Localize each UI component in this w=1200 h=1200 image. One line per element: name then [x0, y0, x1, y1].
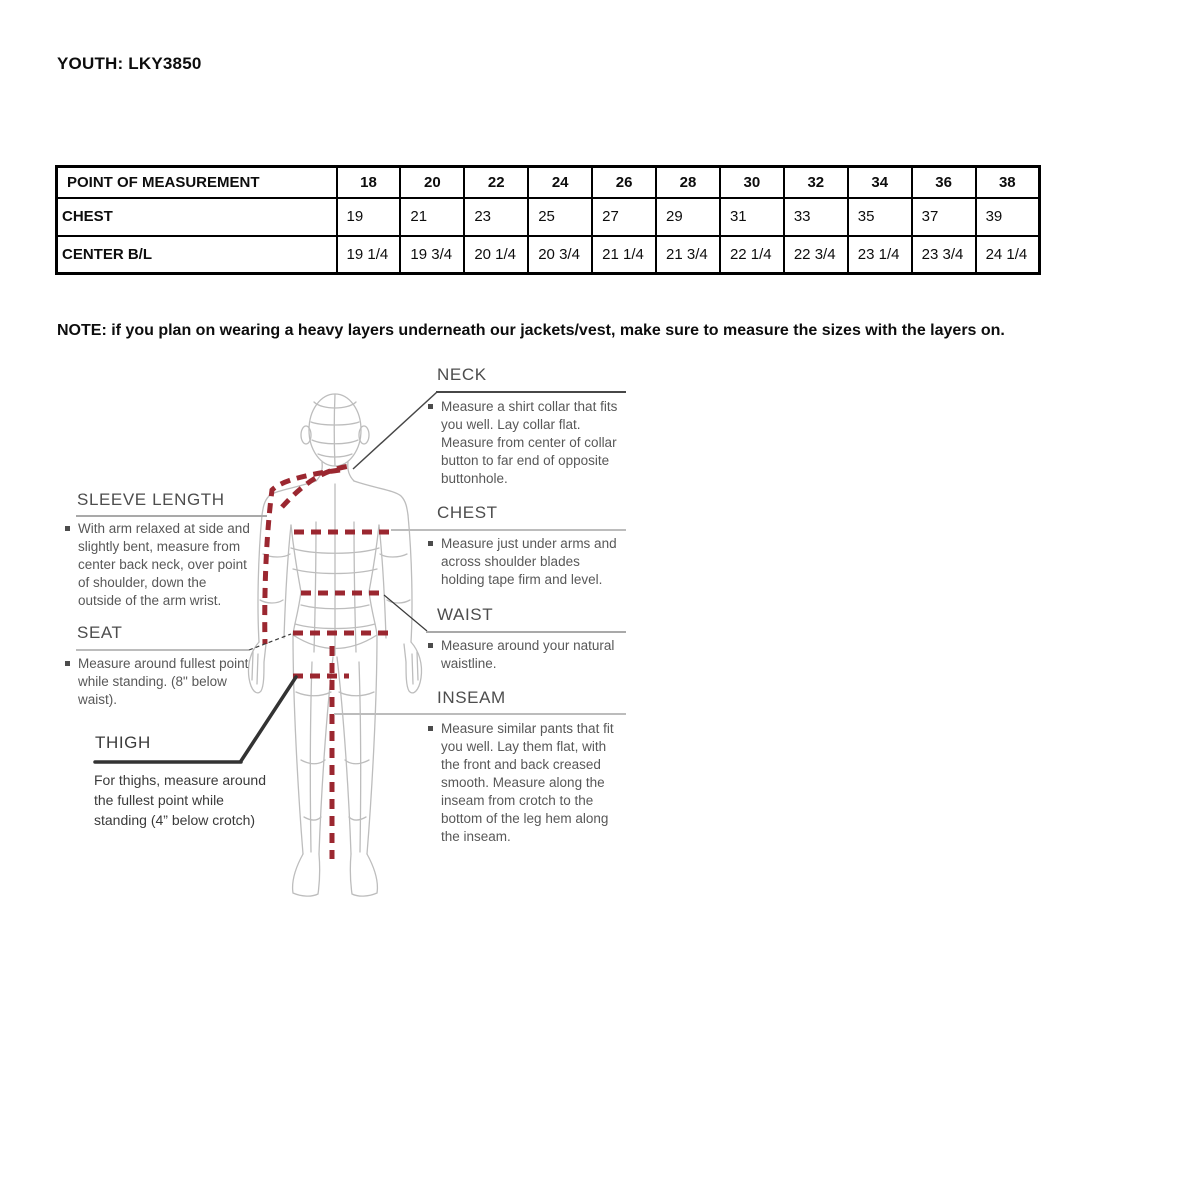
neck-instructions-text: Measure a shirt collar that fits you well. Lay collar flat. Measure from center of collar button to far end of opposite buttonhole. [441, 399, 618, 486]
bullet-icon [428, 404, 433, 409]
inseam-heading: INSEAM [437, 688, 506, 707]
size-table-value-cell: 24 1/4 [976, 236, 1040, 274]
size-table-value-cell: 21 3/4 [656, 236, 720, 274]
neck-leader-line [353, 392, 437, 469]
size-table-body [57, 198, 1040, 274]
size-table-row [57, 236, 1040, 274]
size-table-value-cell: 23 3/4 [912, 236, 976, 274]
size-table-value-cell: 23 [464, 198, 528, 236]
size-table-header-size: 32 [784, 167, 848, 198]
size-table-head [57, 167, 1040, 198]
bullet-icon [428, 726, 433, 731]
size-table-value-cell: 19 1/4 [337, 236, 401, 274]
sleeve-length-heading: SLEEVE LENGTH [77, 490, 225, 509]
measurement-lines [265, 466, 393, 859]
bullet-icon [65, 661, 70, 666]
neck-instructions [428, 398, 626, 488]
size-table-row-label: CENTER B/L [57, 236, 337, 274]
bullet-icon [428, 643, 433, 648]
size-table-header-size: 38 [976, 167, 1040, 198]
size-table-header-size: 34 [848, 167, 912, 198]
seat-instructions-text: Measure around fullest point while standing. (8" below waist). [78, 656, 249, 707]
chest-instructions [428, 535, 626, 589]
waist-instructions-text: Measure around your natural waistline. [441, 638, 615, 671]
size-table [55, 165, 1041, 275]
size-table-header-size: 18 [337, 167, 401, 198]
measurement-guide-diagram [60, 362, 635, 910]
neck-heading: NECK [437, 365, 487, 384]
sleeve-length-instructions [65, 520, 251, 610]
size-table-value-cell: 35 [848, 198, 912, 236]
size-table-value-cell: 22 3/4 [784, 236, 848, 274]
size-table-header-size: 22 [464, 167, 528, 198]
thigh-heading: THIGH [95, 733, 151, 752]
size-table-row [57, 198, 1040, 236]
bullet-icon [428, 541, 433, 546]
bullet-icon [65, 526, 70, 531]
size-table-header-size: 24 [528, 167, 592, 198]
size-table-value-cell: 23 1/4 [848, 236, 912, 274]
chest-heading: CHEST [437, 503, 498, 522]
size-table-header-size: 30 [720, 167, 784, 198]
size-table-row-label: CHEST [57, 198, 337, 236]
waist-instructions [428, 637, 626, 673]
inseam-instructions [428, 720, 626, 846]
seat-instructions [65, 655, 251, 709]
size-table-value-cell: 19 [337, 198, 401, 236]
size-table-value-cell: 25 [528, 198, 592, 236]
size-table-value-cell: 33 [784, 198, 848, 236]
thigh-instructions-text: For thighs, measure around the fullest point while standing (4” below crotch) [94, 772, 266, 828]
page-title: YOUTH: LKY3850 [57, 54, 202, 73]
waist-heading: WAIST [437, 605, 494, 624]
size-table-value-cell: 20 1/4 [464, 236, 528, 274]
size-table-value-cell: 20 3/4 [528, 236, 592, 274]
seat-heading: SEAT [77, 623, 123, 642]
size-table-header-size: 26 [592, 167, 656, 198]
inseam-instructions-text: Measure similar pants that fit you well. Lay them flat, with the front and back creased smooth. Measure along the inseam from crotch to the bottom of the leg hem along the inseam. [441, 721, 614, 844]
size-table-value-cell: 37 [912, 198, 976, 236]
note-text: NOTE: if you plan on wearing a heavy layers underneath our jackets/vest, make sure to measure the sizes with the layers on. [57, 322, 1005, 339]
size-table-value-cell: 31 [720, 198, 784, 236]
size-table-value-cell: 22 1/4 [720, 236, 784, 274]
size-table-value-cell: 39 [976, 198, 1040, 236]
size-table-value-cell: 21 [400, 198, 464, 236]
size-table-value-cell: 27 [592, 198, 656, 236]
waist-leader-line [384, 595, 427, 631]
size-table-header-size: 28 [656, 167, 720, 198]
size-table-header-size: 36 [912, 167, 976, 198]
chest-instructions-text: Measure just under arms and across shoulder blades holding tape firm and level. [441, 536, 617, 587]
thigh-instructions [94, 770, 276, 830]
size-table-header-size: 20 [400, 167, 464, 198]
size-table-value-cell: 21 1/4 [592, 236, 656, 274]
sleeve-length-instructions-text: With arm relaxed at side and slightly bent, measure from center back neck, over point of shoulder, down the outside of the arm wrist. [78, 521, 250, 608]
size-table-value-cell: 19 3/4 [400, 236, 464, 274]
size-table-value-cell: 29 [656, 198, 720, 236]
size-table-header-label: POINT OF MEASUREMENT [57, 167, 337, 198]
